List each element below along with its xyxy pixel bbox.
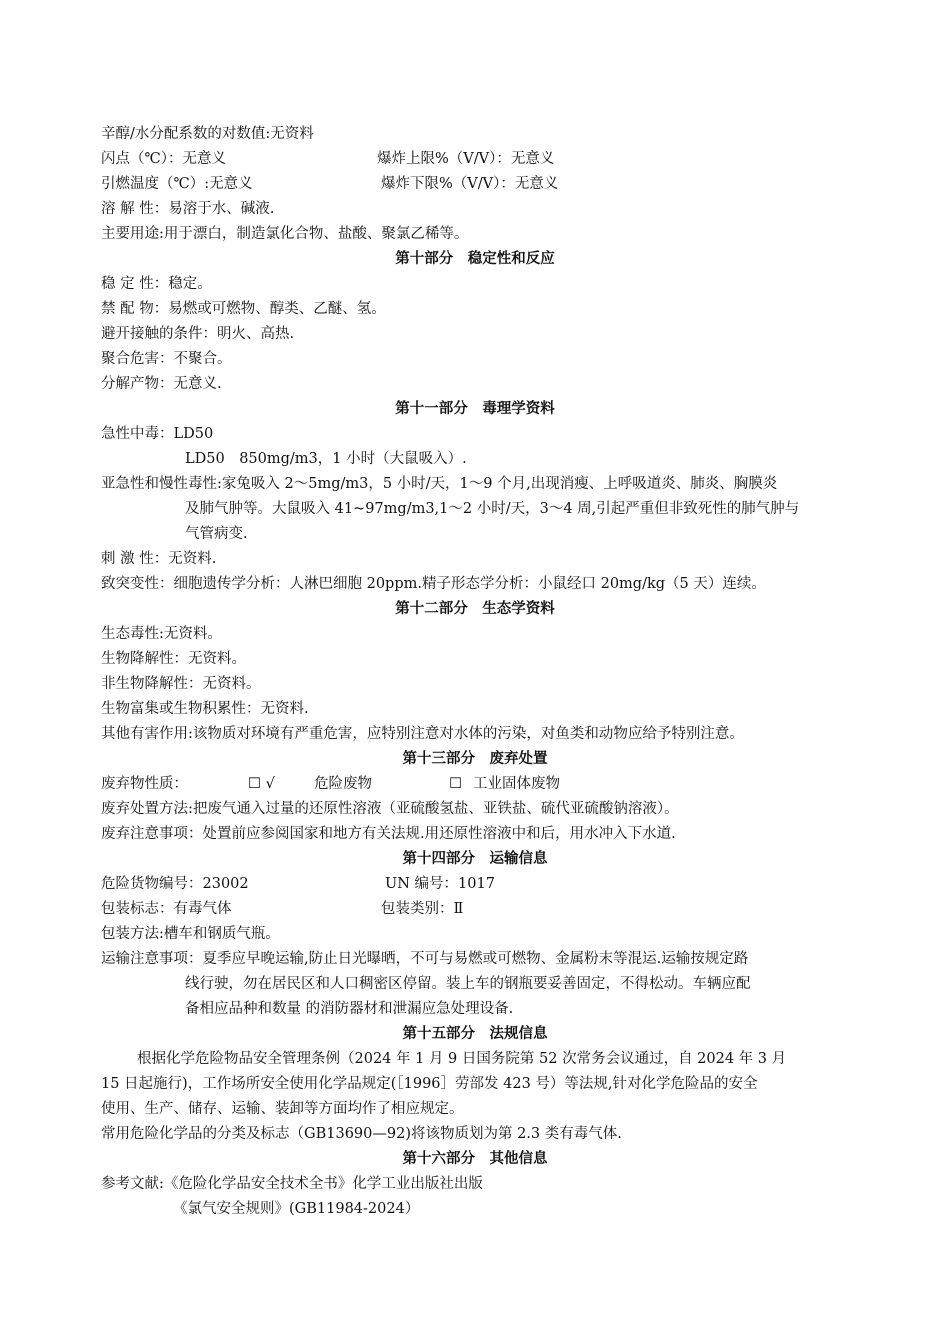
- solubility: 溶 解 性：易溶于水、碱液.: [101, 201, 275, 217]
- hazardous-waste-label: 危险废物: [314, 776, 372, 792]
- section-11-heading: 第十一部分 毒理学资料: [395, 400, 555, 417]
- section-10-heading: 第十部分 稳定性和反应: [395, 250, 555, 267]
- packaging-mark: 包装标志：有毒气体: [101, 901, 232, 917]
- reference-1: 参考文献:《危险化学品安全技术全书》化学工业出版社出版: [101, 1176, 483, 1192]
- conditions-to-avoid: 避开接触的条件：明火、高热.: [101, 326, 295, 342]
- ignition-temperature: 引燃温度（℃）:无意义: [101, 176, 253, 192]
- dangerous-goods-number: 危险货物编号：23002: [101, 876, 249, 892]
- incompatible-materials: 禁 配 物：易燃或可燃物、醇类、乙醚、氢。: [101, 301, 386, 317]
- industrial-waste-label: 工业固体废物: [473, 776, 560, 792]
- acute-toxicity: 急性中毒：LD50: [101, 426, 214, 442]
- explosion-lower-limit: 爆炸下限%（V/V）：无意义: [381, 176, 559, 192]
- main-uses: 主要用途:用于漂白，制造氯化合物、盐酸、聚氯乙稀等。: [101, 226, 469, 242]
- flash-point: 闪点（℃）：无意义: [101, 151, 226, 167]
- transport-notes-line-3: 备相应品种和数量 的消防器材和泄漏应急处理设备.: [185, 1001, 514, 1017]
- reference-2: 《氯气安全规则》(GB11984-2024）: [173, 1201, 420, 1217]
- bioaccumulation: 生物富集或生物积累性：无资料.: [101, 701, 309, 717]
- industrial-waste-checkbox: ☐: [449, 776, 462, 792]
- mutagenicity: 致突变性：细胞遗传学分析：人淋巴细胞 20ppm.精子形态学分析：小鼠经口 20mg/kg（5 天）连续。: [101, 576, 766, 592]
- partition-coefficient: 辛醇/水分配系数的对数值:无资料: [101, 126, 314, 142]
- other-harmful-effects: 其他有害作用:该物质对环境有严重危害，应特别注意对水体的污染，对鱼类和动物应给予特别注意。: [101, 726, 744, 742]
- disposal-method: 废弃处置方法:把废气通入过量的还原性溶液（亚硫酸氢盐、亚铁盐、硫代亚硫酸钠溶液）。: [101, 801, 679, 817]
- disposal-notes: 废弃注意事项：处置前应参阅国家和地方有关法规.用还原性溶液中和后，用水冲入下水道.: [101, 826, 676, 842]
- transport-notes-line-1: 运输注意事项：夏季应早晚运输,防止日光曝晒，不可与易燃或可燃物、金属粉末等混运.运输按规定路: [101, 951, 749, 967]
- waste-nature-label: 废弃物性质：: [101, 776, 188, 792]
- packaging-category: 包装类别：Ⅱ: [381, 901, 464, 917]
- regulation-paragraph-line-1: 根据化学危险物品安全管理条例（2024 年 1 月 9 日国务院第 52 次常务会议通过，自 2024 年 3 月: [137, 1051, 787, 1067]
- regulation-paragraph-line-2: 15 日起施行)，工作场所安全使用化学品规定(［1996］劳部发 423 号）等法规,针对化学危险品的安全: [101, 1076, 758, 1092]
- chronic-toxicity-line-1: 亚急性和慢性毒性:家兔吸入 2～5mg/m3，5 小时/天，1～9 个月,出现消瘦、上呼吸道炎、肺炎、胸膜炎: [101, 476, 778, 492]
- hazardous-waste-checkbox: ☐ √: [248, 776, 275, 792]
- section-16-heading: 第十六部分 其他信息: [402, 1150, 548, 1167]
- hazard-classification: 常用危险化学品的分类及标志（GB13690—92)将该物质划为第 2.3 类有毒气体.: [101, 1126, 622, 1142]
- lc50-value: LD50 850mg/m3，1 小时（大鼠吸入）.: [185, 451, 467, 467]
- irritation: 刺 激 性：无资料.: [101, 551, 217, 567]
- section-12-heading: 第十二部分 生态学资料: [395, 600, 555, 617]
- explosion-upper-limit: 爆炸上限%（V/V）：无意义: [377, 151, 555, 167]
- polymerization-hazard: 聚合危害：不聚合。: [101, 351, 232, 367]
- chronic-toxicity-line-2: 及肺气肿等。大鼠吸入 41~97mg/m3,1～2 小时/天，3～4 周,引起严重但非致死性的肺气肿与: [185, 501, 800, 517]
- un-number: UN 编号：1017: [385, 876, 495, 892]
- non-biodegradability: 非生物降解性：无资料。: [101, 676, 261, 692]
- transport-notes-line-2: 线行驶，勿在居民区和人口稠密区停留。装上车的钢瓶要妥善固定，不得松动。车辆应配: [185, 976, 751, 992]
- packaging-method: 包装方法:槽车和钢质气瓶。: [101, 926, 280, 942]
- section-13-heading: 第十三部分 废弃处置: [402, 750, 548, 767]
- regulation-paragraph-line-3: 使用、生产、储存、运输、装卸等方面均作了相应规定。: [101, 1101, 464, 1117]
- section-15-heading: 第十五部分 法规信息: [402, 1025, 548, 1042]
- biodegradability: 生物降解性：无资料。: [101, 651, 246, 667]
- decomposition-products: 分解产物：无意义.: [101, 376, 222, 392]
- chronic-toxicity-line-3: 气管病变.: [185, 526, 248, 542]
- ecotoxicity: 生态毒性:无资料。: [101, 626, 222, 642]
- stability: 稳 定 性：稳定。: [101, 276, 212, 292]
- section-14-heading: 第十四部分 运输信息: [402, 850, 548, 867]
